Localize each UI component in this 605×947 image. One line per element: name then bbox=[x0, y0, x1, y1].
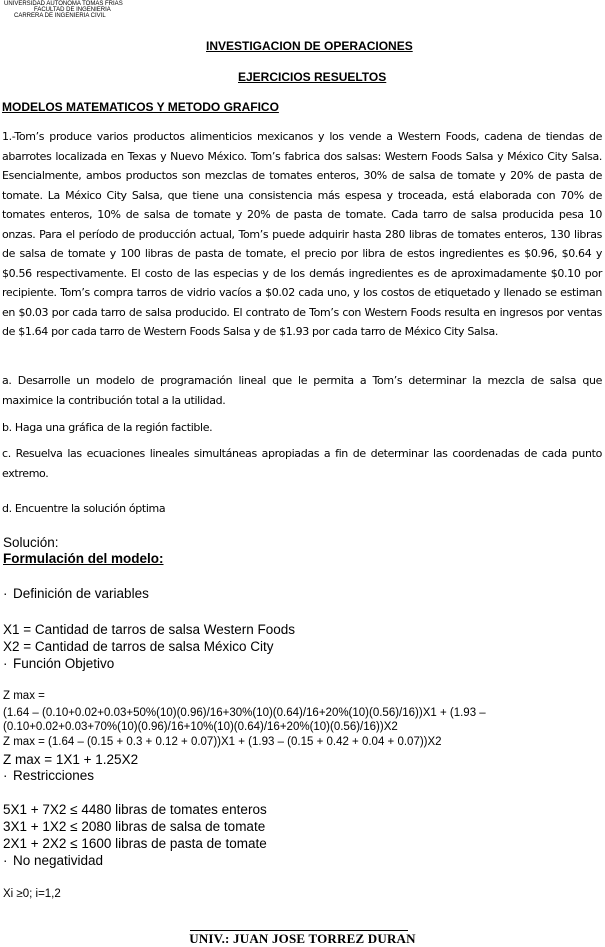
bullet-icon: · bbox=[3, 853, 8, 868]
problem-part-b: b. Haga una gráfica de la región factible. bbox=[2, 421, 213, 434]
problem-part-c: c. Resuelva las ecuaciones lineales simultáneas apropiadas a fin de determinar las coordenadas de cada punto extremo. bbox=[2, 447, 602, 480]
problem-part-a: a. Desarrolle un modelo de programación lineal que le permita a Tom’s determinar la mezcla de salsa que maximice la contribución total a la utilidad. bbox=[2, 374, 602, 407]
model-heading: Formulación del modelo: bbox=[3, 551, 164, 566]
section-title: MODELOS MATEMATICOS Y METODO GRAFICO bbox=[2, 100, 279, 114]
university-name: UNIVERSIDAD AUTONOMA TOMAS FRIAS bbox=[4, 1, 123, 7]
exercises-title: EJERCICIOS RESUELTOS bbox=[238, 70, 387, 84]
career-name: CARRERA DE INGENIERIA CIVIL bbox=[14, 13, 106, 19]
problem-statement: 1.-Tom’s produce varios productos alimenticios mexicanos y los vende a Western Foods, cadena de tiendas de abarrotes localizada en Texas y Nuevo México. Tom’s fabrica dos salsas: Western Foods Salsa y México City Salsa. Esencialmente, ambos productos son mezclas de tomates enteros, 30% de salsa de tomate y 20% de pasta de tomate. La México City Salsa, que tiene una consistencia más espesa y troceada, está elaborada con 70% de tomates enteros, 10% de salsa de tomate y 20% de pasta de tomate. Cada tarro de salsa producida pesa 10 onzas. Para el período de producción actual, Tom’s puede adquirir hasta 280 libras de tomates enteros, 130 libras de salsa de tomate y 100 libras de pasta de tomate, el precio por libra de estos ingredientes es $0.96, $0.64 y $0.56 respectivamente. El costo de las especias y de los demás ingredientes es de aproximadamente $0.10 por recipiente. Tom’s compra tarros de vidrio vacíos a $0.02 cada uno, y los costos de etiquetado y llenado se estiman en $0.03 por cada tarro de salsa producido. El contrato de Tom’s con Western Foods resulta en ingresos por ventas de $1.64 por cada tarro de Western Foods Salsa y de $1.93 por cada tarro de México City Salsa. bbox=[2, 130, 602, 338]
nonnegativity-condition: Xi ≥0; i=1,2 bbox=[3, 888, 61, 900]
bullet-icon: · bbox=[3, 768, 8, 783]
author-footer: UNIV.: JUAN JOSE TORREZ DURAN bbox=[189, 931, 416, 946]
variables-title: · Definición de variables bbox=[3, 586, 149, 601]
zmax-expression-line2: (0.10+0.02+0.03+70%(10)(0.96)/16+10%(10)(0.64)/16+20%(10)(0.56)/16))X2 bbox=[3, 721, 398, 733]
nonnegativity-title: · No negatividad bbox=[3, 853, 104, 868]
restriction-1: 5X1 + 7X2 ≤ 4480 libras de tomates enteros bbox=[3, 802, 267, 817]
variable-x1: X1 = Cantidad de tarros de salsa Western Foods bbox=[3, 622, 296, 637]
zmax-label: Z max = bbox=[3, 690, 45, 702]
bullet-icon: · bbox=[3, 586, 8, 601]
variable-x2: X2 = Cantidad de tarros de salsa México City bbox=[3, 639, 274, 654]
zmax-expression-line1: (1.64 – (0.10+0.02+0.03+50%(10)(0.96)/16+30%(10)(0.64)/16+20%(10)(0.56)/16))X1 + (1.93 – bbox=[3, 707, 486, 719]
restrictions-title: · Restricciones bbox=[3, 768, 95, 783]
objective-title: · Función Objetivo bbox=[3, 656, 115, 671]
restriction-2: 3X1 + 1X2 ≤ 2080 libras de salsa de tomate bbox=[3, 819, 266, 834]
restriction-3: 2X1 + 2X2 ≤ 1600 libras de pasta de tomate bbox=[3, 836, 267, 851]
solution-label: Solución: bbox=[3, 535, 59, 550]
course-title: INVESTIGACION DE OPERACIONES bbox=[206, 39, 413, 53]
faculty-name: FACULTAD DE INGENIERIA bbox=[34, 7, 111, 13]
bullet-icon: · bbox=[3, 656, 8, 671]
problem-part-d: d. Encuentre la solución óptima bbox=[2, 502, 166, 515]
zmax-final: Z max = 1X1 + 1.25X2 bbox=[3, 752, 139, 767]
zmax-expression-line3: Z max = (1.64 – (0.15 + 0.3 + 0.12 + 0.07))X1 + (1.93 – (0.15 + 0.42 + 0.04 + 0.07))X2 bbox=[3, 736, 442, 748]
